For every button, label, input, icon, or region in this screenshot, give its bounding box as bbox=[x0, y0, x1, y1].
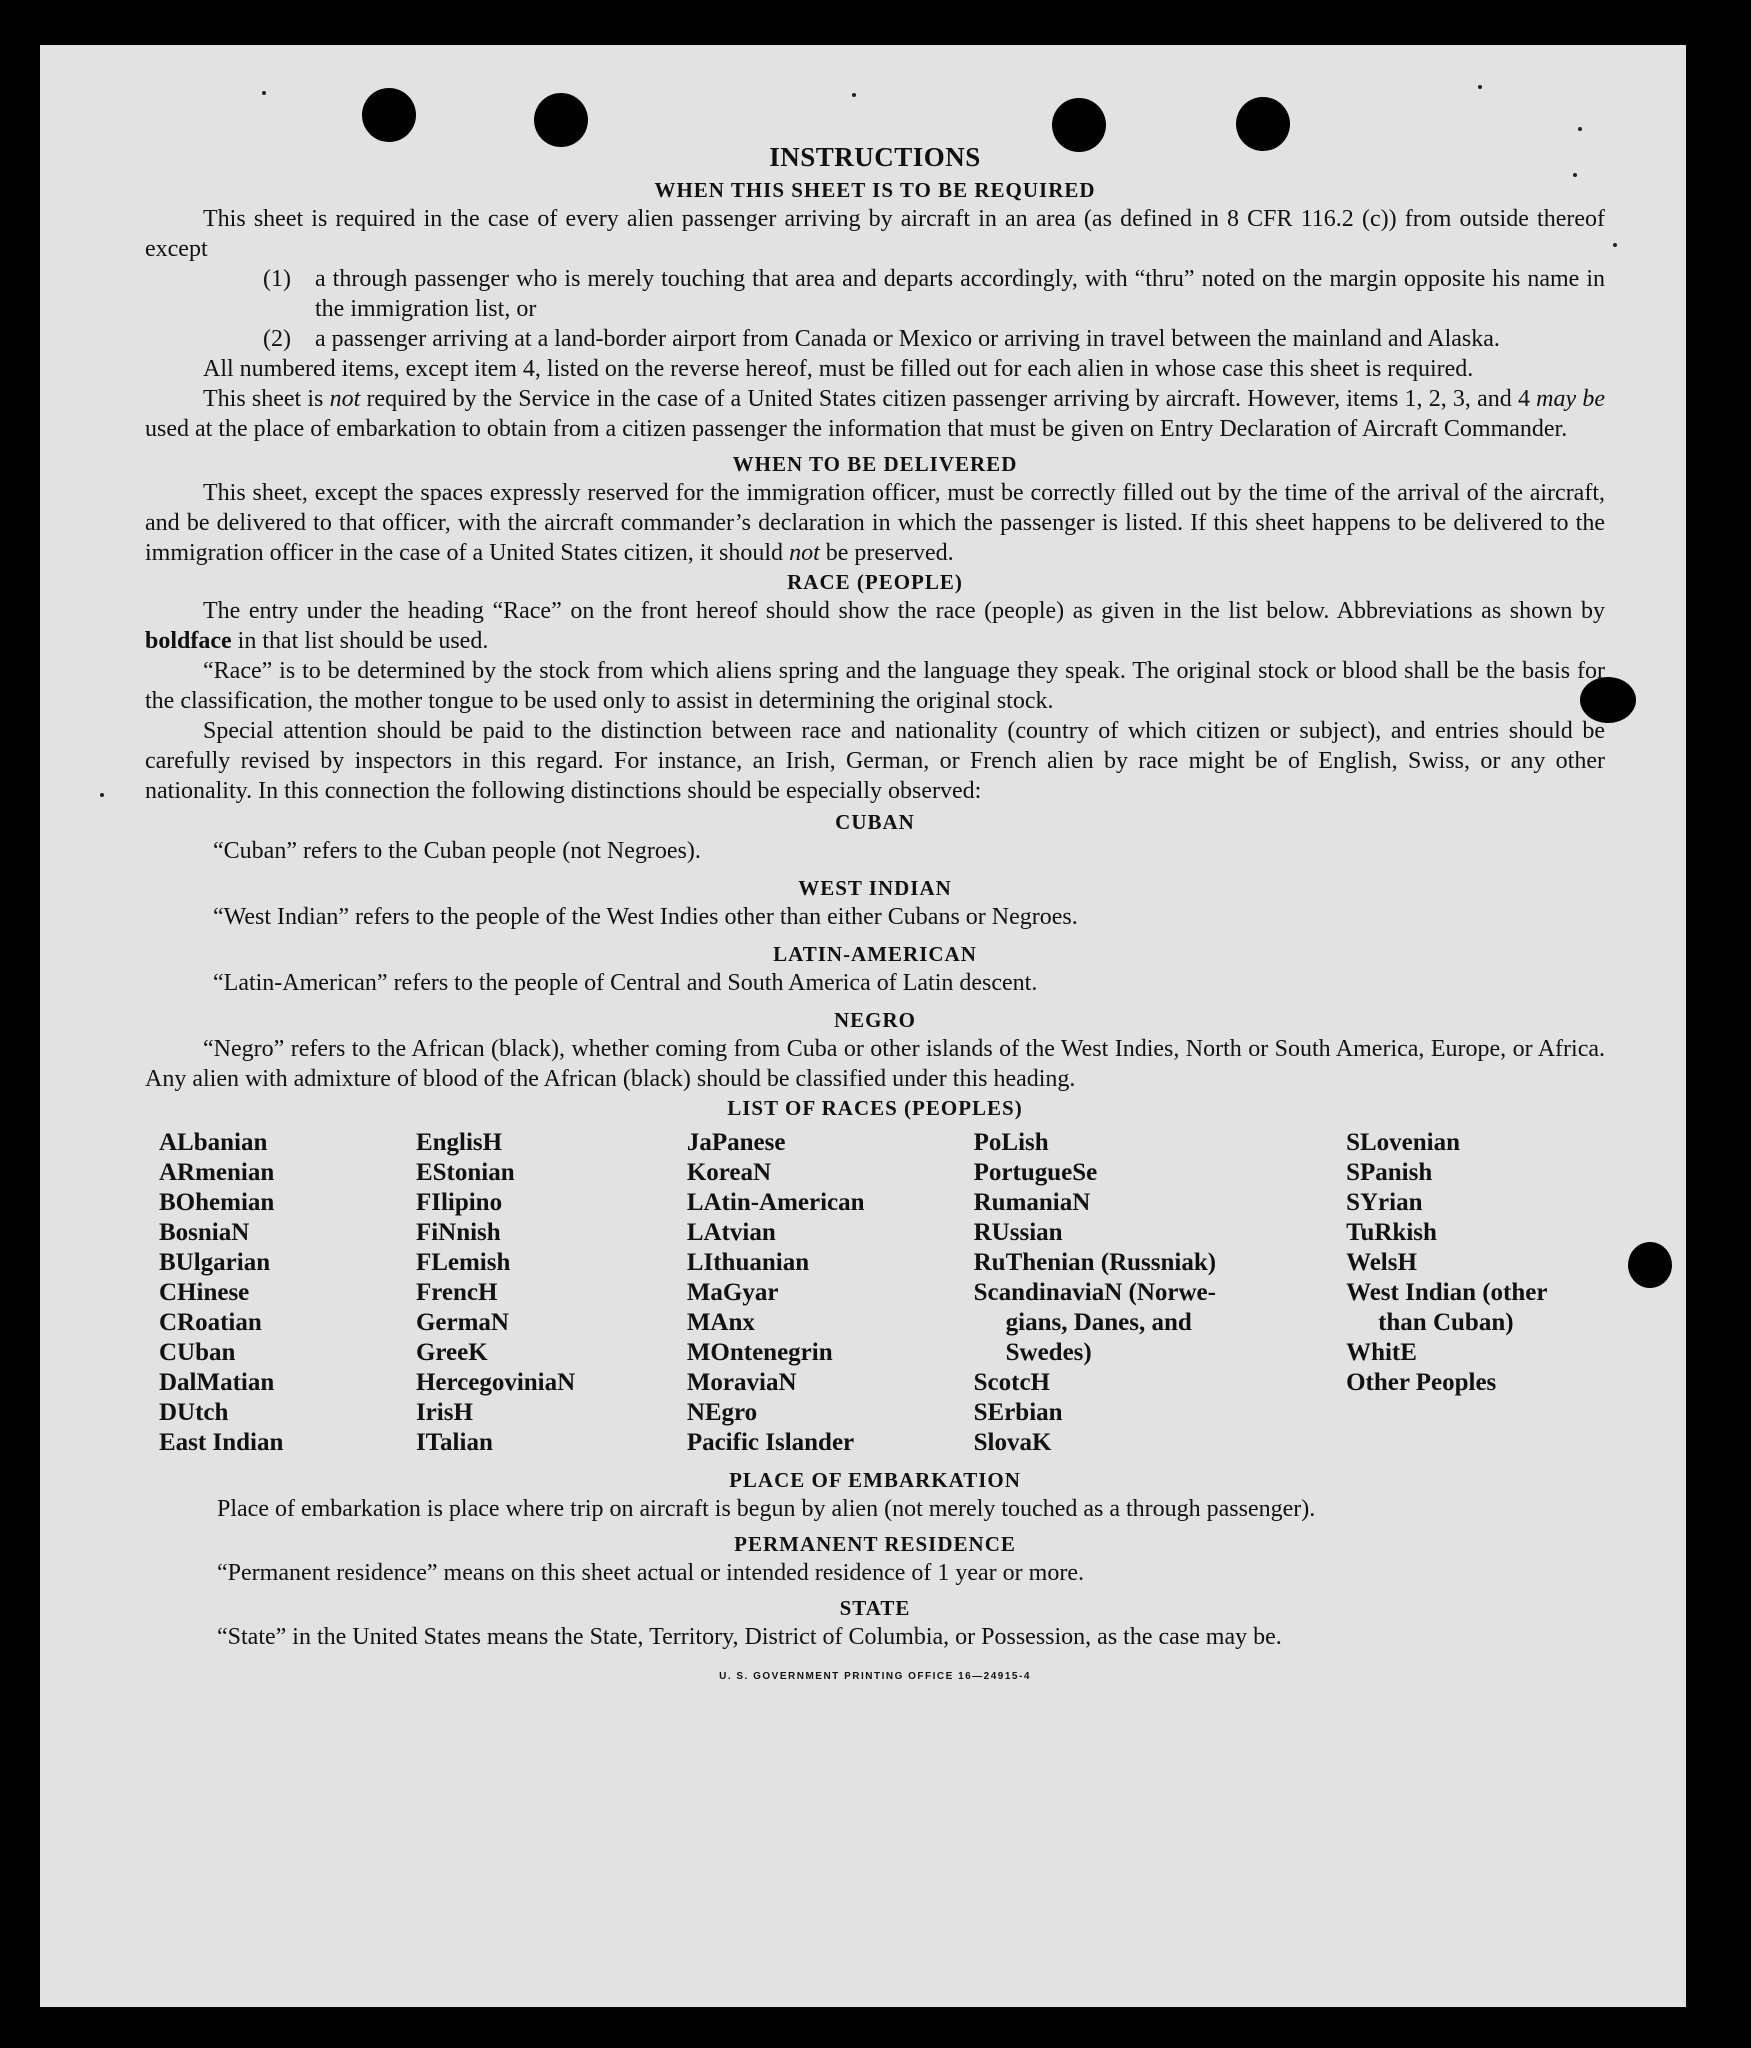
race-column bbox=[1346, 1128, 1605, 1458]
race-entry: IrisH bbox=[415, 1399, 473, 1426]
race-column bbox=[416, 1128, 687, 1458]
race-column bbox=[974, 1128, 1346, 1458]
race-entry: EnglisH bbox=[415, 1129, 503, 1156]
section-heading: WHEN THIS SHEET IS TO BE REQUIRED bbox=[654, 178, 1096, 202]
race-list bbox=[159, 1128, 1605, 1458]
section-heading: LIST OF RACES (PEOPLES) bbox=[727, 1096, 1023, 1120]
race-entry: SLovenian bbox=[1346, 1129, 1461, 1156]
race-entry: West Indian (other bbox=[1346, 1279, 1548, 1306]
section-heading: WHEN TO BE DELIVERED bbox=[732, 452, 1018, 476]
section-heading: NEGRO bbox=[833, 1008, 916, 1032]
race-entry: PortugueSe bbox=[973, 1159, 1098, 1186]
numbered-item bbox=[263, 324, 1605, 354]
speck bbox=[852, 93, 856, 97]
race-entry: CUban bbox=[159, 1339, 236, 1366]
race-entry: NEgro bbox=[686, 1399, 758, 1426]
race-entry: TuRkish bbox=[1346, 1219, 1437, 1246]
race-entry: GermaN bbox=[415, 1309, 509, 1336]
race-entry: EStonian bbox=[415, 1159, 515, 1186]
race-column bbox=[687, 1128, 974, 1458]
race-entry: SPanish bbox=[1346, 1159, 1433, 1186]
race-entry: DUtch bbox=[159, 1399, 229, 1426]
race-entry: PoLish bbox=[973, 1129, 1049, 1156]
speck bbox=[262, 91, 266, 95]
paragraph: Special attention should be paid to the distinction between race and nationality (country of which citizen or subject), and entries should be carefully revised by inspectors in this regard. For instance, an Irish, German, or French alien by race might be of English, Swiss, or any other nationality. In this connection the following distinctions should be especially observed: bbox=[145, 718, 1605, 804]
race-entry: FiNnish bbox=[415, 1219, 501, 1246]
race-entry: MOntenegrin bbox=[686, 1339, 833, 1366]
race-entry: DalMatian bbox=[159, 1369, 275, 1396]
paragraph: Place of embarkation is place where trip on aircraft is begun by alien (not merely touched as a through passenger). bbox=[217, 1496, 1316, 1522]
race-entry: FIlipino bbox=[415, 1189, 503, 1216]
section-heading: STATE bbox=[839, 1596, 911, 1620]
race-entry: CRoatian bbox=[159, 1309, 262, 1336]
race-entry: Pacific Islander bbox=[686, 1429, 855, 1456]
race-entry: CHinese bbox=[159, 1279, 250, 1306]
race-entry: KoreaN bbox=[686, 1159, 772, 1186]
punch-hole bbox=[534, 93, 588, 147]
page-title: INSTRUCTIONS bbox=[769, 142, 981, 172]
race-entry: gians, Danes, and bbox=[1005, 1309, 1192, 1336]
paragraph: “Race” is to be determined by the stock from which aliens spring and the language they speak. The original stock or blood shall be the basis for the classification, the mother tongue to be used only to assist in determining the original stock. bbox=[145, 658, 1605, 714]
race-entry: BUlgarian bbox=[159, 1249, 271, 1276]
race-entry: than Cuban) bbox=[1378, 1309, 1514, 1336]
section-heading: CUBAN bbox=[835, 810, 915, 834]
race-entry: LIthuanian bbox=[686, 1249, 810, 1276]
race-entry: MAnx bbox=[686, 1309, 755, 1336]
paragraph: “Permanent residence” means on this sheet actual or intended residence of 1 year or more. bbox=[217, 1560, 1084, 1586]
race-entry: JaPanese bbox=[686, 1129, 786, 1156]
race-entry: SYrian bbox=[1346, 1189, 1423, 1216]
race-entry: GreeK bbox=[415, 1339, 488, 1366]
race-entry: Other Peoples bbox=[1346, 1369, 1497, 1396]
race-column bbox=[159, 1128, 416, 1458]
paragraph: This sheet, except the spaces expressly reserved for the immigration officer, must be correctly filled out by the time of the arrival of the aircraft, and be delivered to that officer, with the aircraft commander’s declaration in which the passenger is listed. If this sheet happens to be delivered to the immigration officer in the case of a United States citizen, it should not be preserved. bbox=[145, 480, 1605, 566]
ink-blot bbox=[1628, 1242, 1672, 1288]
race-entry: ARmenian bbox=[159, 1159, 275, 1186]
race-entry: WhitE bbox=[1346, 1339, 1417, 1366]
race-entry: ALbanian bbox=[159, 1129, 268, 1156]
item-text: a through passenger who is merely touching that area and departs accordingly, with “thru” noted on the margin opposite his name in the immigration list, or bbox=[315, 266, 1605, 322]
race-entry: SlovaK bbox=[973, 1429, 1052, 1456]
paragraph: “West Indian” refers to the people of the West Indies other than either Cubans or Negroes. bbox=[213, 904, 1078, 930]
item-number: (1) bbox=[263, 266, 291, 292]
speck bbox=[100, 793, 104, 797]
race-entry: ScotcH bbox=[973, 1369, 1050, 1396]
paragraph: “Cuban” refers to the Cuban people (not Negroes). bbox=[213, 838, 701, 864]
paragraph: This sheet is required in the case of every alien passenger arriving by aircraft in an area (as defined in 8 CFR 116.2 (c)) from outside thereof except bbox=[145, 206, 1605, 262]
paragraph: “Negro” refers to the African (black), whether coming from Cuba or other islands of the West Indies, North or South America, Europe, or Africa. Any alien with admixture of blood of the African (black) should be classified under this heading. bbox=[145, 1036, 1605, 1092]
speck bbox=[1578, 127, 1582, 131]
item-text: a passenger arriving at a land-border airport from Canada or Mexico or arriving in travel between the mainland and Alaska. bbox=[315, 326, 1500, 352]
race-entry: ScandinaviaN (Norwe- bbox=[973, 1279, 1216, 1306]
paragraph: This sheet is not required by the Service in the case of a United States citizen passenger arriving by aircraft. However, items 1, 2, 3, and 4 may be used at the place of embarkation to obtain from a citizen passenger the information that must be given on Entry Declaration of Aircraft Commander. bbox=[145, 386, 1606, 442]
race-entry: ITalian bbox=[415, 1429, 493, 1456]
paragraph: All numbered items, except item 4, listed on the reverse hereof, must be filled out for each alien in whose case this sheet is required. bbox=[203, 356, 1474, 382]
section-heading: PERMANENT RESIDENCE bbox=[734, 1532, 1016, 1556]
race-entry: FrencH bbox=[415, 1279, 498, 1306]
race-entry: BOhemian bbox=[159, 1189, 275, 1216]
speck bbox=[1478, 85, 1482, 89]
item-number: (2) bbox=[263, 326, 291, 352]
race-entry: RuThenian (Russniak) bbox=[973, 1249, 1217, 1276]
paragraph: “Latin-American” refers to the people of Central and South America of Latin descent. bbox=[213, 970, 1038, 996]
section-heading: LATIN-AMERICAN bbox=[773, 942, 977, 966]
race-entry: MaGyar bbox=[686, 1279, 779, 1306]
race-entry: HercegoviniaN bbox=[415, 1369, 576, 1396]
race-entry: MoraviaN bbox=[686, 1369, 797, 1396]
section-heading: WEST INDIAN bbox=[798, 876, 952, 900]
section-heading: RACE (PEOPLE) bbox=[787, 570, 963, 594]
race-entry: LAtin-American bbox=[686, 1189, 865, 1216]
race-entry: SErbian bbox=[973, 1399, 1063, 1426]
race-entry: BosniaN bbox=[159, 1219, 250, 1246]
numbered-item bbox=[263, 264, 1605, 324]
speck bbox=[1613, 243, 1617, 247]
race-entry: RumaniaN bbox=[973, 1189, 1091, 1216]
printer-imprint: U. S. GOVERNMENT PRINTING OFFICE 16—24915-4 bbox=[719, 1671, 1031, 1682]
race-entry: RUssian bbox=[973, 1219, 1063, 1246]
paragraph: The entry under the heading “Race” on the front hereof should show the race (people) as given in the list below. Abbreviations as shown by boldface in that list should be used. bbox=[145, 598, 1605, 654]
race-entry: FLemish bbox=[415, 1249, 511, 1276]
section-heading: PLACE OF EMBARKATION bbox=[729, 1468, 1021, 1492]
race-entry: LAtvian bbox=[686, 1219, 776, 1246]
race-entry: Swedes) bbox=[1005, 1339, 1092, 1366]
punch-hole bbox=[362, 88, 416, 142]
race-entry: East Indian bbox=[159, 1429, 284, 1456]
race-entry: WelsH bbox=[1346, 1249, 1417, 1276]
document-content bbox=[145, 142, 1605, 1692]
paragraph: “State” in the United States means the State, Territory, District of Columbia, or Possession, as the case may be. bbox=[217, 1624, 1282, 1650]
